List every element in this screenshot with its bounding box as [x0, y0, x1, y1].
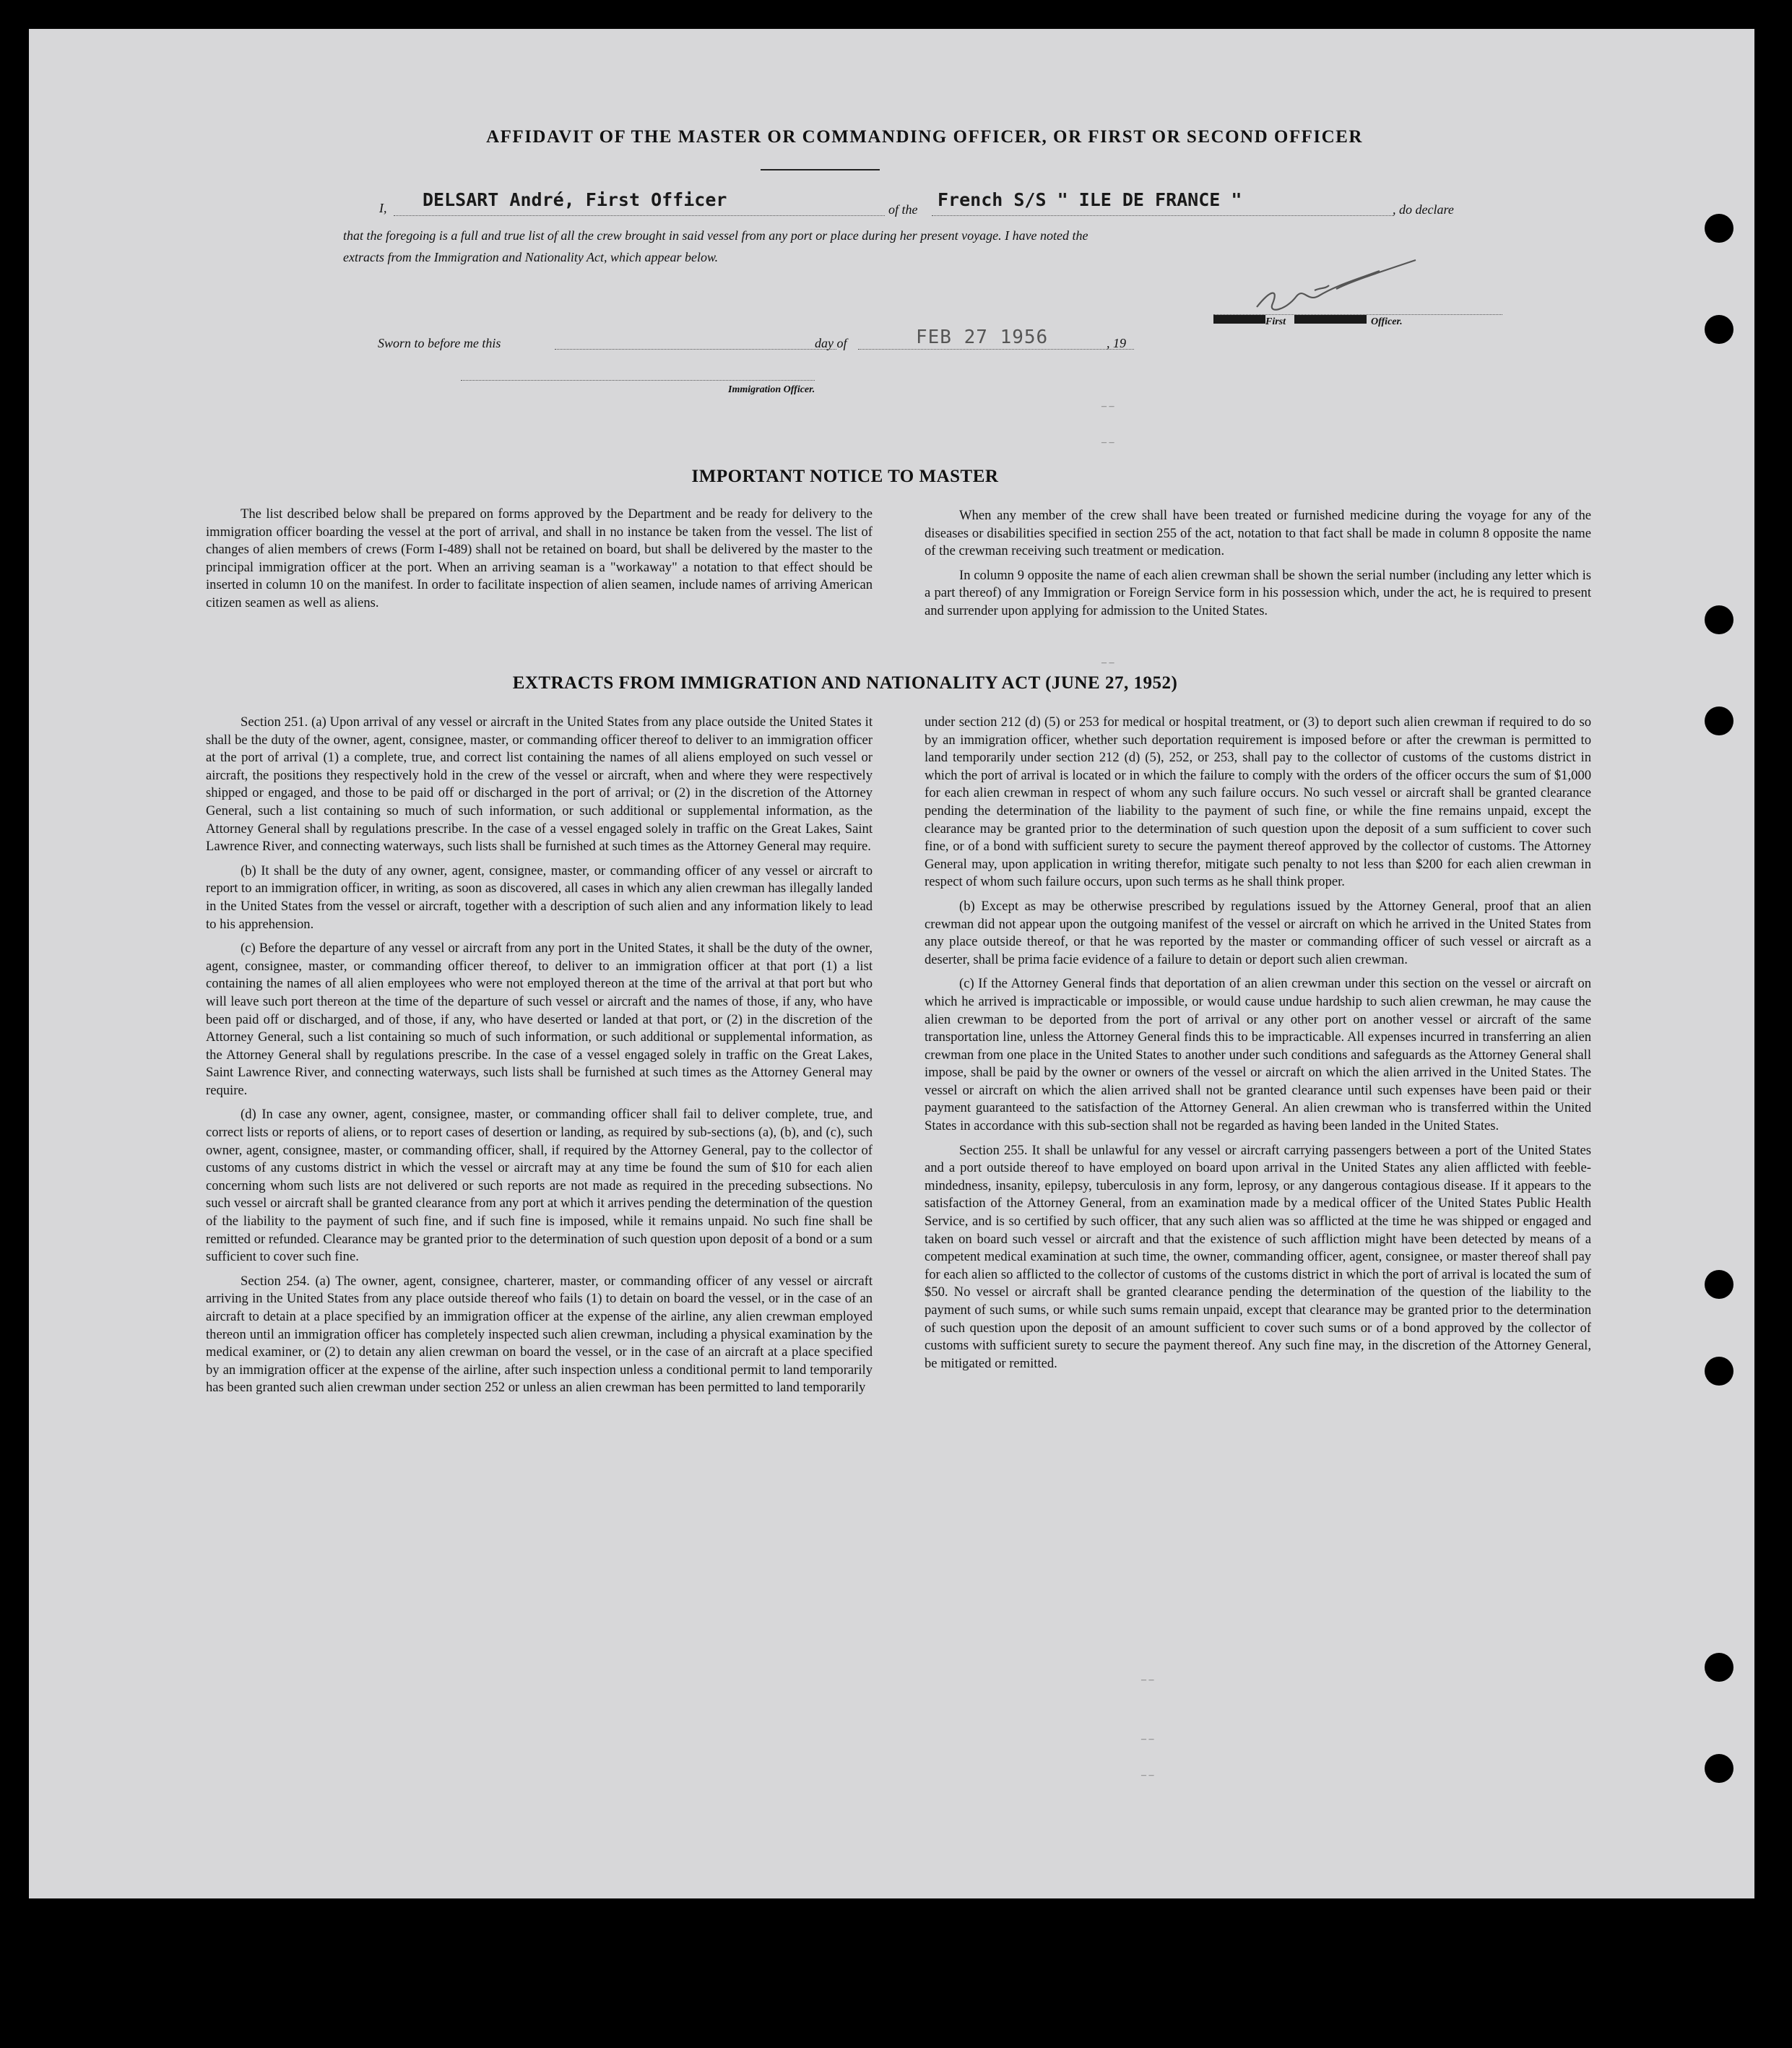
act-paragraph: (c) If the Attorney General finds that deportation of an alien crewman under this section on the vessel or aircraft on which he arrived is impracticable or impossible, or would cause undue hardship to such alien crewman, he may cause the alien crewman to be deported from the port of arrival or any other port on another vessel or aircraft of the same transportation line, unless the Attorney General finds this to be impracticable. All expenses incurred in transferring an alien crewman from one place in the United States to another under such conditions and safeguards as the Attorney General shall impose, shall be paid by the owner or owners of the vessel or aircraft on which the alien arrived in the United States. The vessel or aircraft on which the alien arrived shall not be granted clearance until such expenses have been paid or their payment guaranteed to the satisfaction of the Attorney General. An alien crewman who is transferred within the United States in accordance with this sub-section shall not be regarded as having been landed in the United States.: [925, 976, 1591, 1134]
dash-mark: – –: [1101, 657, 1114, 668]
immigration-officer-label: Immigration Officer.: [728, 384, 815, 395]
act-paragraph: (c) Before the departure of any vessel or aircraft from any port in the United States, it shall be the duty of the owner, agent, consignee, master, or commanding officer thereof, to deliver to an immigration officer at that port (1) a list containing the names of all alien employees who were not employed thereon at the time of the arrival at that port but who will leave such port thereon at the time of the departure of such vessel or aircraft and the names of those, if any, who have been paid off or discharged, and of those, if any, who have deserted or landed at that port, or (2) in the discretion of the Attorney General, such a list containing so much of such information, or such additional or supplemental information, as the Attorney General shall by regulations prescribe. In the case of a vessel engaged solely in traffic on the Great Lakes, Saint Lawrence River, and connecting waterways, such lists shall be furnished at such times as the Attorney General may require.: [206, 941, 873, 1098]
binder-hole: [1705, 707, 1733, 735]
dash-mark: – –: [1141, 1675, 1154, 1685]
i-label: I,: [379, 201, 387, 215]
binder-hole: [1705, 1270, 1733, 1299]
binder-hole: [1705, 1653, 1733, 1682]
binder-hole: [1705, 605, 1733, 634]
sworn-day-line: [555, 349, 836, 350]
binder-hole: [1705, 1754, 1733, 1783]
redaction-mark-2: [1294, 315, 1367, 324]
day-of-label: day of: [815, 336, 847, 350]
dash-mark: – –: [1101, 437, 1114, 448]
vessel-line: [932, 215, 1394, 216]
dash-mark: – –: [1141, 1734, 1154, 1745]
act-paragraph: under section 212 (d) (5) or 253 for medical or hospital treatment, or (3) to deport such alien crewman if required to do so by an immigration officer, whether such deportation requirement is imposed before or after the crewman is permitted to land temporarily under section 212 (d) (5), 252, or 253, shall pay to the collector of customs of the customs district in which the port of arrival is located or in which the failure to comply with the orders of the officer occurs the sum of $1,000 for each alien crewman in respect of whom any such failure occurs. No such vessel or aircraft shall be granted clearance pending the determination of the liability to the payment of such fine, or while the fine remains unpaid, except the clearance may be granted prior to the determination of such question upon the deposit of a sum sufficient to cover such fine, or of a bond with sufficient surety to secure the payment thereof approved by the collector of customs. The Attorney General may, upon application in writing therefor, mitigate such penalty to not less than $200 for each alien crewman in respect of whom such failure occurs, upon such terms as he shall think proper.: [925, 714, 1591, 890]
vessel-fill: French S/S " ILE DE FRANCE ": [938, 189, 1242, 210]
officer-first-label: First: [1265, 316, 1286, 327]
act-paragraph: Section 255. It shall be unlawful for any vessel or aircraft carrying passengers between a port of the United States and a port outside thereof to have employed on board upon arrival in the United States any alien afflicted with feeble-mindedness, insanity, epilepsy, tuberculosis in any form, leprosy, or any dangerous contagious disease. If it appears to the satisfaction of the Attorney General, from an examination made by a medical officer of the United States Public Health Service, and is so certified by such officer, that any such alien was so afflicted at the time he was shipped or engaged and taken on board such vessel or aircraft and that the existence of such affliction might have been detected by means of a competent medical examination at such time, the owner, commanding officer, agent, consignee, or master thereof shall pay for each alien so afflicted to the collector of customs of the customs district in which the port of arrival is located the sum of $50. No vessel or aircraft shall be granted clearance pending the determination of the question of the liability to the payment of such sums, or while such sums remain unpaid, except that clearance may be granted prior to the determination of such question upon the deposit of an amount sufficient to cover such sums or of a bond approved by the collector of customs with sufficient surety to secure the payment thereof. Any such fine may, in the discretion of the Attorney General, be mitigated or remitted.: [925, 1142, 1591, 1371]
act-paragraph: (d) In case any owner, agent, consignee, master, or commanding officer shall fail to deliver complete, true, and correct lists or reports of aliens, or to report cases of desertion or landing, as required by sub-sections (a), (b), and (c), such owner, agent, consignee, master, or commanding officer, shall, if required by the Attorney General, pay to the collector of customs of any customs district in which the vessel or aircraft may at any time be found the sum of $10 for each alien concerning whom such lists are not delivered or such reports are not made as required in the preceding subsections. No such vessel or aircraft shall be granted clearance from any port at which it arrives pending the determination of the question of the liability to the payment of such fine, and if such fine is imposed, while it remains unpaid. No such fine shall be remitted or refunded. Clearance may be granted prior to the determination of such question upon deposit of a bond or a sum sufficient to cover such fine.: [206, 1107, 873, 1265]
sworn-label: Sworn to before me this: [378, 336, 501, 350]
name-line: [394, 215, 885, 216]
redaction-mark: [1213, 315, 1265, 324]
declaration-line-2: extracts from the Immigration and Nationality Act, which appear below.: [343, 250, 719, 264]
dash-mark: – –: [1101, 401, 1114, 412]
act-paragraph: (b) It shall be the duty of any owner, agent, consignee, master, or commanding officer of any vessel or aircraft to report to an immigration officer, in writing, as soon as discovered, all cases in which any alien crewman has illegally landed in the United States from the vessel or aircraft, together with a description of such alien and any information likely to lead to his apprehension.: [206, 863, 873, 932]
extracts-right-column: [925, 714, 1591, 1379]
binder-hole: [1705, 315, 1733, 344]
affidavit-title: AFFIDAVIT OF THE MASTER OR COMMANDING OFFICER, OR FIRST OR SECOND OFFICER: [486, 127, 1363, 147]
date-line: [858, 349, 1134, 350]
extracts-left-column: [206, 714, 873, 1404]
year-label: , 19: [1107, 336, 1126, 350]
binder-hole: [1705, 214, 1733, 243]
do-declare-label: , do declare: [1393, 202, 1454, 217]
act-paragraph: (b) Except as may be otherwise prescribed by regulations issued by the Attorney General, proof that an alien crewman did not appear upon the outgoing manifest of the vessel or aircraft on which he arrived in the United States from any place outside thereof, or that he was reported by the master or commanding officer of such vessel or aircraft as a deserter, shall be prima facie evidence of a failure to detain or deport such alien crewman.: [925, 898, 1591, 967]
of-the-label: of the: [888, 202, 918, 217]
notice-paragraph: In column 9 opposite the name of each alien crewman shall be shown the serial number (including any letter which is a part thereof) of any Immigration or Foreign Service form in his possession which, under the act, he is required to present and surrender upon applying for admission to the United States.: [925, 567, 1591, 618]
notice-paragraph: When any member of the crew shall have been treated or furnished medicine during the voyage for any of the diseases or disabilities specified in section 255 of the act, notation to that fact shall be made in column 8 opposite the name of the crewman receiving such treatment or medication.: [925, 508, 1591, 559]
document-page: [29, 29, 1754, 1898]
notice-title: IMPORTANT NOTICE TO MASTER: [691, 467, 999, 486]
act-paragraph: Section 251. (a) Upon arrival of any vessel or aircraft in the United States from any place outside the United States it shall be the duty of the owner, agent, consignee, master, or commanding officer thereof to deliver to an immigration officer at the port of arrival (1) a complete, true, and correct list containing the names of all aliens employed on such vessel or aircraft, the positions they respectively hold in the crew of the vessel or aircraft, when and where they were respectively shipped or engaged, and those to be paid off or discharged in the port of arrival; or (2) in the discretion of the Attorney General, such a list containing so much of such information, or such additional or supplemental information, as the Attorney General shall by regulations prescribe. In the case of a vessel engaged solely in traffic on the Great Lakes, Saint Lawrence River, and connecting waterways, such lists shall be furnished at such times as the Attorney General may require.: [206, 714, 873, 855]
notice-right-column: [925, 507, 1591, 627]
date-stamp: FEB 27 1956: [916, 327, 1049, 348]
notice-left-column: [206, 506, 873, 619]
declaration-line-1: that the foregoing is a full and true list of all the crew brought in said vessel from any port or place during her present voyage. I have noted the: [343, 228, 1088, 243]
title-rule: [761, 169, 880, 170]
act-paragraph: Section 254. (a) The owner, agent, consignee, charterer, master, or commanding officer of any vessel or aircraft arriving in the United States from any place outside thereof who fails (1) to detain on board the vessel, or in the case of an aircraft to detain at a place specified by an immigration officer at the expense of the airline, any alien crewman employed thereon until an immigration officer has completely inspected such alien crewman, including a physical examination by the medical examiner, or (2) to detain any alien crewman on board the vessel, or in the case of an aircraft at a place specified by an immigration officer at the expense of the airline, after such inspection unless a conditional permit to land temporarily has been granted such alien crewman under section 252 or unless an alien crewman has been permitted to land temporarily: [206, 1273, 873, 1396]
name-fill: DELSART André, First Officer: [423, 189, 727, 210]
notice-paragraph: The list described below shall be prepared on forms approved by the Department and be ready for delivery to the immigration officer boarding the vessel at the port of arrival, and shall in no instance be taken from the vessel. The list of changes of alien members of crews (Form I-489) shall not be retained on board, but shall be delivered by the master to the principal immigration officer at the port. When an arriving seaman is a "workaway" a notation to that effect should be inserted in column 10 on the manifest. In order to facilitate inspection of alien seamen, include names of arriving American citizen seamen as well as aliens.: [206, 506, 873, 610]
officer-sign-line: [461, 380, 815, 381]
dash-mark: – –: [1141, 1770, 1154, 1781]
extracts-title: EXTRACTS FROM IMMIGRATION AND NATIONALITY ACT (JUNE 27, 1952): [512, 673, 1178, 693]
officer-label: Officer.: [1371, 316, 1403, 327]
binder-hole: [1705, 1357, 1733, 1386]
